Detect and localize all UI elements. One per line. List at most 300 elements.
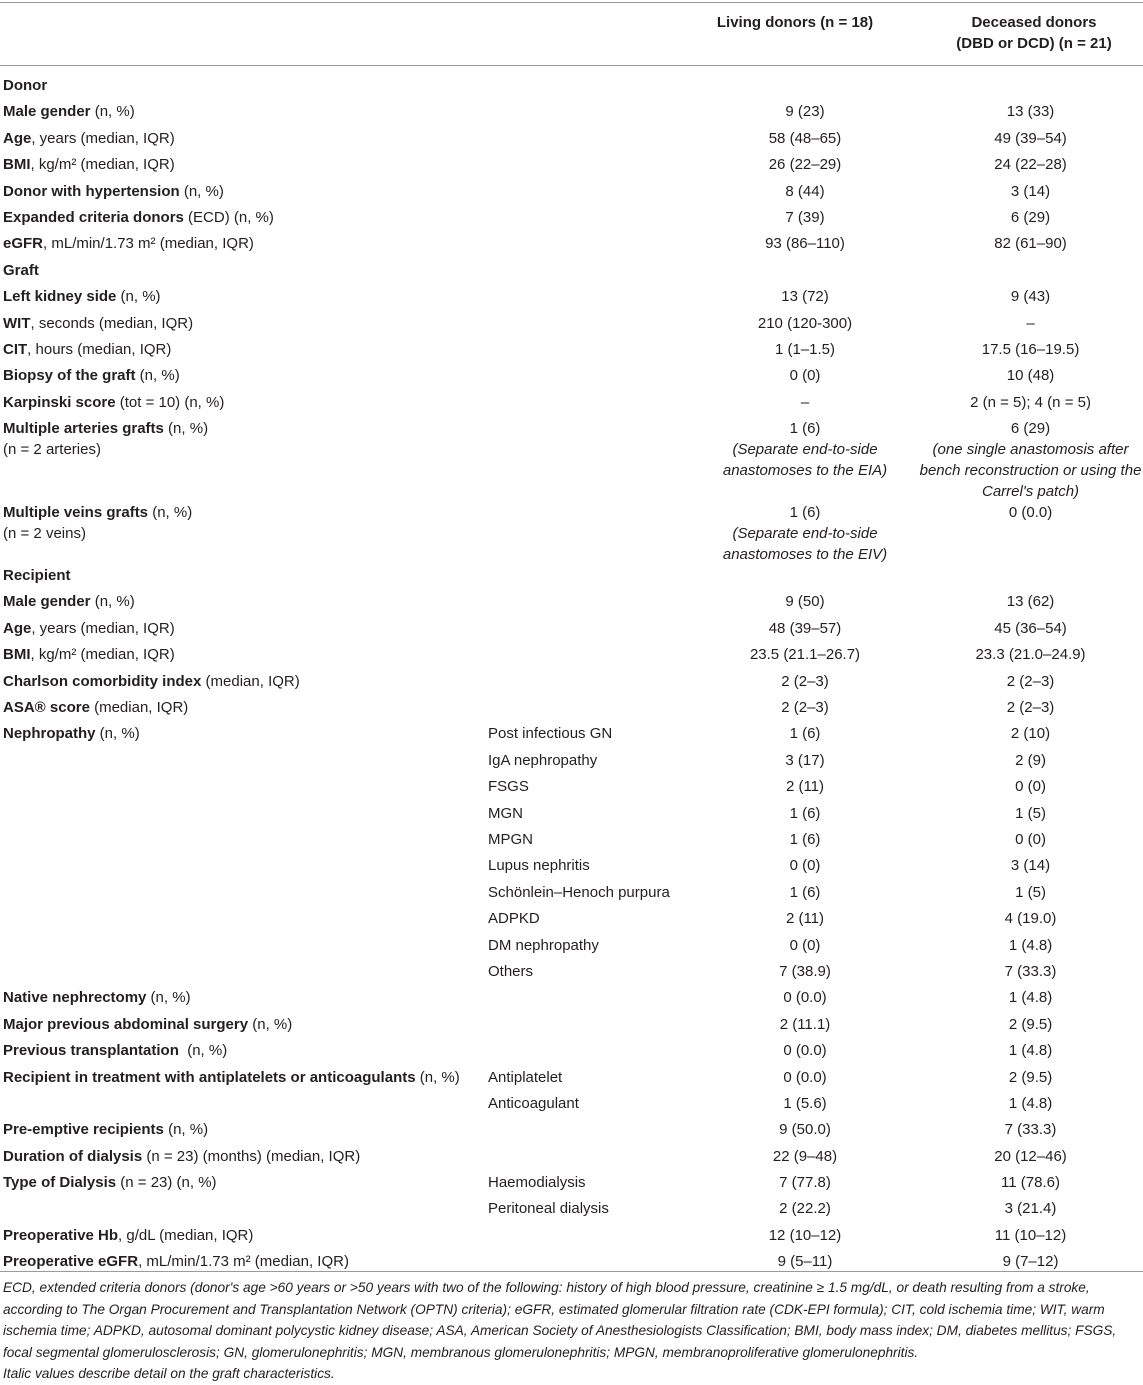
deceased-donors-value	[918, 418, 1143, 502]
row-label	[0, 365, 488, 391]
row-label	[0, 233, 488, 259]
table-row	[0, 750, 1143, 776]
living-donors-value	[692, 671, 918, 697]
row-label	[0, 723, 488, 749]
row-subcategory	[488, 154, 692, 180]
deceased-donors-value	[918, 128, 1143, 154]
deceased-donors-value-text: 49 (39–54)	[994, 129, 1067, 147]
row-label-bold: Left kidney side	[3, 288, 117, 306]
row-label-unit: , hours (median, IQR)	[27, 340, 172, 358]
row-label-unit: (median, IQR)	[89, 699, 189, 717]
row-label-bold: Preoperative Hb	[3, 1226, 119, 1244]
row-subcategory: Lupus nephritis	[488, 857, 590, 875]
deceased-donors-value-text: 11 (78.6)	[1001, 1174, 1060, 1192]
deceased-donors-value	[918, 1225, 1143, 1251]
deceased-donors-value	[918, 1067, 1143, 1093]
row-subcategory	[488, 1146, 692, 1172]
living-donors-value	[692, 908, 918, 934]
table-row	[0, 855, 1143, 881]
table-row	[0, 207, 1143, 233]
row-subcategory: Schönlein–Henoch purpura	[488, 883, 670, 901]
row-subcategory: Haemodialysis	[488, 1174, 586, 1192]
deceased-donors-value	[918, 101, 1143, 127]
deceased-donors-value-text: –	[1026, 314, 1035, 332]
living-donors-value	[692, 128, 918, 154]
living-donors-value-text: 1 (6)	[789, 420, 821, 438]
table-row	[0, 286, 1143, 312]
living-donors-value	[692, 207, 918, 233]
table-row	[0, 829, 1143, 855]
deceased-donors-value-text: 11 (10–12)	[994, 1226, 1067, 1244]
living-donors-value-text: 1 (1–1.5)	[774, 340, 836, 358]
table-row	[0, 1014, 1143, 1040]
row-label-bold: Major previous abdominal surgery	[3, 1015, 249, 1033]
deceased-donors-value	[918, 181, 1143, 207]
living-donors-value	[692, 882, 918, 908]
deceased-donors-value	[918, 207, 1143, 233]
row-label-bold: BMI	[3, 646, 31, 664]
table-row	[0, 502, 1143, 565]
row-label	[0, 101, 488, 127]
row-subcategory: FSGS	[488, 778, 529, 796]
table-row	[0, 1093, 1143, 1119]
footnote-abbreviations: ECD, extended criteria donors (donor's age >60 years or >50 years with two of the following: history of high blood pressure, creatinine ≥ 1.5 mg/dL, or death resulting from a stroke, according to The Organ Procurement and Transplantation Network (OPTN) criteria); eGFR, estimated glomerular filtration rate (CDK-EPI formula); CIT, cold ischemia time; WIT, warm ischemia time; ADPKD, autosomal dominant polycystic kidney disease; ASA, American Society of Anesthesiologists Classification; BMI, body mass index; DM, diabetes mellitus; FSGS, focal segmental glomerulosclerosis; GN, glomerulonephritis; MGN, membranous glomerulonephritis; MPGN, membranoproliferative glomerulonephritis.	[3, 1280, 1117, 1360]
row-subcategory	[488, 618, 692, 644]
deceased-donors-value-text: 20 (12–46)	[994, 1147, 1067, 1165]
living-donors-value-text: 2 (11)	[785, 778, 825, 796]
row-subcategory: Others	[488, 962, 534, 980]
row-label	[0, 154, 488, 180]
row-label	[0, 671, 488, 697]
living-donors-value	[692, 1119, 918, 1145]
table-row	[0, 671, 1143, 697]
row-label	[0, 591, 488, 617]
living-donors-value-text: 0 (0.0)	[783, 1068, 827, 1086]
deceased-donors-value	[918, 1040, 1143, 1066]
row-label-bold: Recipient in treatment with antiplatelets or anticoagulants	[3, 1068, 416, 1086]
row-label	[0, 618, 488, 644]
section-row	[0, 565, 1143, 591]
row-label-unit: (n, %)	[90, 103, 135, 121]
row-label-bold: Duration of dialysis	[3, 1147, 143, 1165]
living-donors-value-text: 7 (39)	[785, 208, 825, 226]
living-donors-value-text: 0 (0)	[789, 367, 821, 385]
living-donors-value	[692, 935, 918, 961]
living-donors-value-text: 9 (50.0)	[779, 1121, 831, 1139]
row-subcategory	[488, 1040, 692, 1066]
header-rule	[0, 65, 1143, 66]
deceased-donors-value	[918, 935, 1143, 961]
row-label-unit: (n, %)	[116, 288, 161, 306]
row-label	[0, 882, 488, 908]
row-subcategory	[488, 502, 692, 565]
deceased-donors-value-text: 2 (10)	[1010, 725, 1051, 743]
living-donors-value	[692, 1172, 918, 1198]
row-label-bold: WIT	[3, 314, 31, 332]
table-row	[0, 1251, 1143, 1277]
row-label-unit: , mL/min/1.73 m² (median, IQR)	[138, 1253, 349, 1271]
row-label-bold: Native nephrectomy	[3, 989, 147, 1007]
column-header-living-donors: Living donors (n = 18)	[716, 14, 874, 31]
row-label	[0, 697, 488, 723]
living-donors-value	[692, 961, 918, 987]
row-label-bold: Pre-emptive recipients	[3, 1121, 164, 1139]
row-subcategory: MPGN	[488, 830, 533, 848]
deceased-donors-value-detail: (one single anastomosis after bench reconstruction or using the Carrel's patch)	[919, 441, 1142, 501]
row-label	[0, 392, 488, 418]
row-subcategory	[488, 101, 692, 127]
row-label	[0, 339, 488, 365]
deceased-donors-value-text: 6 (29)	[1010, 208, 1051, 226]
row-label-bold: eGFR	[3, 235, 44, 253]
table-row	[0, 101, 1143, 127]
living-donors-value-text: 1 (6)	[789, 504, 821, 522]
deceased-donors-value	[918, 286, 1143, 312]
living-donors-value	[692, 591, 918, 617]
deceased-donors-value	[918, 1146, 1143, 1172]
living-donors-value	[692, 697, 918, 723]
deceased-donors-value-text: 13 (62)	[1006, 593, 1055, 611]
deceased-donors-value-text: 7 (33.3)	[1004, 962, 1057, 980]
row-label-unit: (median, IQR)	[201, 672, 300, 690]
row-label	[0, 1225, 488, 1251]
row-label-bold: Expanded criteria donors	[3, 208, 184, 226]
living-donors-value-text: 0 (0.0)	[783, 1042, 827, 1060]
living-donors-value-text: 58 (48–65)	[768, 129, 842, 147]
deceased-donors-value	[918, 502, 1143, 565]
living-donors-value	[692, 365, 918, 391]
row-subcategory: ADPKD	[488, 910, 540, 928]
row-label-unit: , seconds (median, IQR)	[30, 314, 194, 332]
row-label	[0, 207, 488, 233]
row-label-unit: (tot = 10) (n, %)	[115, 393, 225, 411]
deceased-donors-value-text: 9 (43)	[1010, 288, 1051, 306]
deceased-donors-value-text: 2 (2–3)	[1006, 672, 1055, 690]
living-donors-value-text: 1 (6)	[789, 830, 821, 848]
living-donors-value	[692, 618, 918, 644]
row-label	[0, 935, 488, 961]
deceased-donors-value	[918, 618, 1143, 644]
row-label-bold: Preoperative eGFR	[3, 1253, 139, 1271]
row-subcategory	[488, 128, 692, 154]
deceased-donors-value	[918, 961, 1143, 987]
living-donors-value	[692, 1251, 918, 1277]
deceased-donors-value-text: 2 (9.5)	[1008, 1068, 1053, 1086]
row-label-unit: , mL/min/1.73 m² (median, IQR)	[43, 235, 254, 253]
row-subcategory	[488, 1225, 692, 1251]
living-donors-value-text: 48 (39–57)	[768, 619, 842, 637]
row-label-bold: Karpinski score	[3, 393, 116, 411]
deceased-donors-value	[918, 723, 1143, 749]
living-donors-value	[692, 855, 918, 881]
living-donors-value	[692, 776, 918, 802]
living-donors-value-text: 13 (72)	[781, 288, 829, 306]
row-label-bold: Donor with hypertension	[3, 182, 180, 200]
deceased-donors-value-text: 1 (4.8)	[1008, 989, 1053, 1007]
deceased-donors-value-text: 1 (4.8)	[1008, 936, 1053, 954]
living-donors-value	[692, 723, 918, 749]
row-label-bold: Multiple arteries grafts	[3, 420, 164, 438]
living-donors-value-text: 0 (0)	[789, 936, 821, 954]
living-donors-value-text: 1 (6)	[789, 725, 821, 743]
row-label-unit: (n = 23) (n, %)	[116, 1174, 217, 1192]
living-donors-value	[692, 1225, 918, 1251]
living-donors-value	[692, 313, 918, 339]
deceased-donors-value	[918, 803, 1143, 829]
living-donors-value	[692, 181, 918, 207]
row-label	[0, 961, 488, 987]
deceased-donors-value-text: 0 (0)	[1015, 830, 1046, 848]
deceased-donors-value-text: 24 (22–28)	[994, 156, 1067, 174]
deceased-donors-value-text: 13 (33)	[1006, 103, 1055, 121]
living-donors-value	[692, 233, 918, 259]
deceased-donors-value	[918, 1014, 1143, 1040]
row-label-unit: (n, %)	[248, 1015, 293, 1033]
deceased-donors-value	[918, 882, 1143, 908]
row-label-bold: Nephropathy	[3, 725, 96, 743]
deceased-donors-value-text: 3 (21.4)	[1004, 1200, 1057, 1218]
row-label-bold: Multiple veins grafts	[3, 504, 149, 522]
row-label	[0, 987, 488, 1013]
row-subcategory	[488, 418, 692, 502]
deceased-donors-value-text: 2 (9)	[1015, 751, 1046, 769]
row-label-unit: (n, %)	[163, 420, 209, 438]
section-row	[0, 75, 1143, 101]
row-label	[0, 418, 488, 502]
deceased-donors-value-text: 3 (14)	[1010, 857, 1051, 875]
living-donors-value-text: 2 (2–3)	[781, 672, 829, 690]
living-donors-value	[692, 987, 918, 1013]
row-label-unit: (n, %)	[146, 989, 191, 1007]
living-donors-value	[692, 101, 918, 127]
table-row	[0, 128, 1143, 154]
table-row	[0, 908, 1143, 934]
column-header-deceased-line1: Deceased donors	[971, 14, 1097, 31]
top-rule	[0, 2, 1143, 3]
deceased-donors-value-text: 45 (36–54)	[994, 619, 1067, 637]
row-subcategory: Antiplatelet	[488, 1068, 563, 1086]
row-label	[0, 313, 488, 339]
row-label-unit: , kg/m² (median, IQR)	[30, 646, 175, 664]
row-label	[0, 181, 488, 207]
row-subcategory: IgA nephropathy	[488, 751, 598, 769]
living-donors-value-detail: (Separate end-to-side anastomoses to the EIV)	[722, 525, 888, 564]
table-row	[0, 803, 1143, 829]
deceased-donors-value-text: 10 (48)	[1006, 367, 1055, 385]
row-subcategory	[488, 671, 692, 697]
deceased-donors-value-text: 6 (29)	[1010, 420, 1051, 438]
deceased-donors-value-text: 3 (14)	[1010, 182, 1051, 200]
table-row	[0, 987, 1143, 1013]
living-donors-value-text: –	[800, 393, 810, 411]
deceased-donors-value-text: 0 (0.0)	[1008, 504, 1053, 522]
living-donors-value-text: 0 (0)	[789, 857, 821, 875]
table-row	[0, 697, 1143, 723]
section-label: Recipient	[3, 567, 71, 585]
row-label-unit: (n, %)	[179, 182, 224, 200]
living-donors-value-text: 2 (11)	[785, 910, 825, 928]
row-label-unit: , kg/m² (median, IQR)	[30, 156, 175, 174]
deceased-donors-value	[918, 829, 1143, 855]
deceased-donors-value	[918, 591, 1143, 617]
deceased-donors-value	[918, 671, 1143, 697]
living-donors-value	[692, 1014, 918, 1040]
deceased-donors-value	[918, 233, 1143, 259]
living-donors-value	[692, 644, 918, 670]
deceased-donors-value-text: 1 (5)	[1015, 804, 1046, 822]
living-donors-value-text: 210 (120-300)	[757, 314, 853, 332]
living-donors-value	[692, 339, 918, 365]
deceased-donors-value	[918, 339, 1143, 365]
deceased-donors-value	[918, 1251, 1143, 1277]
row-label	[0, 908, 488, 934]
table-row	[0, 1067, 1143, 1093]
row-subcategory	[488, 313, 692, 339]
living-donors-value-text: 2 (11.1)	[779, 1015, 831, 1033]
living-donors-value-text: 2 (2–3)	[781, 699, 829, 717]
table-row	[0, 365, 1143, 391]
living-donors-value-text: 1 (6)	[789, 883, 821, 901]
row-label	[0, 803, 488, 829]
deceased-donors-value	[918, 1119, 1143, 1145]
living-donors-value-text: 26 (22–29)	[768, 156, 842, 174]
row-label-sub: (n = 2 veins)	[3, 525, 86, 543]
row-label-bold: Age	[3, 129, 32, 147]
living-donors-value	[692, 829, 918, 855]
deceased-donors-value	[918, 776, 1143, 802]
row-label	[0, 855, 488, 881]
living-donors-value-text: 3 (17)	[785, 751, 825, 769]
living-donors-value	[692, 502, 918, 565]
living-donors-value-text: 9 (23)	[785, 103, 825, 121]
row-label	[0, 1251, 488, 1277]
table-row	[0, 1146, 1143, 1172]
deceased-donors-value-text: 4 (19.0)	[1004, 910, 1057, 928]
living-donors-value	[692, 1093, 918, 1119]
row-label-bold: BMI	[3, 156, 31, 174]
row-label	[0, 1040, 488, 1066]
row-label-sub: (n = 2 arteries)	[3, 441, 101, 459]
row-label	[0, 1198, 488, 1224]
row-label	[0, 644, 488, 670]
row-subcategory	[488, 1014, 692, 1040]
row-label	[0, 1067, 488, 1093]
row-label-bold: Male gender	[3, 103, 91, 121]
living-donors-value	[692, 1198, 918, 1224]
table-row	[0, 313, 1143, 339]
section-label: Donor	[3, 77, 48, 94]
deceased-donors-value	[918, 750, 1143, 776]
deceased-donors-value-text: 7 (33.3)	[1004, 1121, 1057, 1139]
living-donors-value	[692, 803, 918, 829]
row-label-bold: ASA® score	[3, 699, 90, 717]
row-label	[0, 1093, 488, 1119]
row-label-bold: Male gender	[3, 593, 91, 611]
table-row	[0, 1172, 1143, 1198]
living-donors-value	[692, 392, 918, 418]
characteristics-table	[0, 75, 1143, 1278]
living-donors-value	[692, 1040, 918, 1066]
row-label-bold: Age	[3, 619, 32, 637]
deceased-donors-value	[918, 644, 1143, 670]
row-label	[0, 829, 488, 855]
row-label	[0, 128, 488, 154]
table-row	[0, 723, 1143, 749]
living-donors-value-text: 1 (6)	[789, 804, 821, 822]
deceased-donors-value	[918, 908, 1143, 934]
row-subcategory	[488, 591, 692, 617]
row-label	[0, 1172, 488, 1198]
table-row	[0, 181, 1143, 207]
deceased-donors-value-text: 17.5 (16–19.5)	[981, 340, 1080, 358]
row-subcategory	[488, 1119, 692, 1145]
row-subcategory: Anticoagulant	[488, 1094, 579, 1112]
living-donors-value-text: 7 (38.9)	[779, 962, 831, 980]
living-donors-value-text: 8 (44)	[785, 182, 825, 200]
table-row	[0, 154, 1143, 180]
deceased-donors-value-text: 1 (4.8)	[1008, 1042, 1053, 1060]
row-label	[0, 502, 488, 565]
row-label-unit: (n, %)	[415, 1068, 460, 1086]
table-row	[0, 776, 1143, 802]
living-donors-value	[692, 286, 918, 312]
table-footnote	[3, 1277, 1138, 1385]
row-label-bold: Previous transplantation	[3, 1042, 179, 1060]
deceased-donors-value	[918, 365, 1143, 391]
row-label-unit: (n, %)	[163, 1121, 209, 1139]
row-subcategory	[488, 233, 692, 259]
deceased-donors-value	[918, 697, 1143, 723]
row-label	[0, 776, 488, 802]
row-subcategory: DM nephropathy	[488, 936, 599, 954]
deceased-donors-value	[918, 855, 1143, 881]
row-label-bold: CIT	[3, 340, 28, 358]
row-subcategory	[488, 697, 692, 723]
row-label	[0, 1014, 488, 1040]
living-donors-value-text: 9 (50)	[785, 593, 825, 611]
deceased-donors-value-text: 9 (7–12)	[1002, 1253, 1059, 1271]
deceased-donors-value	[918, 1198, 1143, 1224]
row-subcategory	[488, 181, 692, 207]
deceased-donors-value-text: 2 (n = 5); 4 (n = 5)	[970, 393, 1091, 411]
row-subcategory	[488, 392, 692, 418]
deceased-donors-value-text: 23.3 (21.0–24.9)	[975, 646, 1086, 664]
living-donors-value-text: 12 (10–12)	[768, 1226, 842, 1244]
row-subcategory	[488, 644, 692, 670]
living-donors-value-detail: (Separate end-to-side anastomoses to the EIA)	[722, 441, 888, 480]
table-row	[0, 418, 1143, 502]
row-label-unit: (ECD) (n, %)	[183, 208, 274, 226]
row-subcategory	[488, 365, 692, 391]
deceased-donors-value-text: 2 (2–3)	[1006, 699, 1055, 717]
deceased-donors-value-text: 1 (4.8)	[1008, 1094, 1053, 1112]
row-label-bold: Type of Dialysis	[3, 1174, 117, 1192]
living-donors-value-text: 9 (5–11)	[777, 1253, 833, 1271]
living-donors-value-text: 2 (22.2)	[779, 1200, 831, 1218]
row-label-unit: (n, %)	[90, 593, 135, 611]
row-label-unit: (n, %)	[135, 367, 180, 385]
row-subcategory: Peritoneal dialysis	[488, 1200, 609, 1218]
deceased-donors-value	[918, 987, 1143, 1013]
bottom-rule	[0, 1271, 1143, 1272]
table-row	[0, 1198, 1143, 1224]
row-subcategory: Post infectious GN	[488, 725, 613, 743]
table-row	[0, 1119, 1143, 1145]
deceased-donors-value	[918, 1172, 1143, 1198]
row-label	[0, 750, 488, 776]
deceased-donors-value-text: 82 (61–90)	[994, 235, 1067, 253]
row-subcategory	[488, 339, 692, 365]
